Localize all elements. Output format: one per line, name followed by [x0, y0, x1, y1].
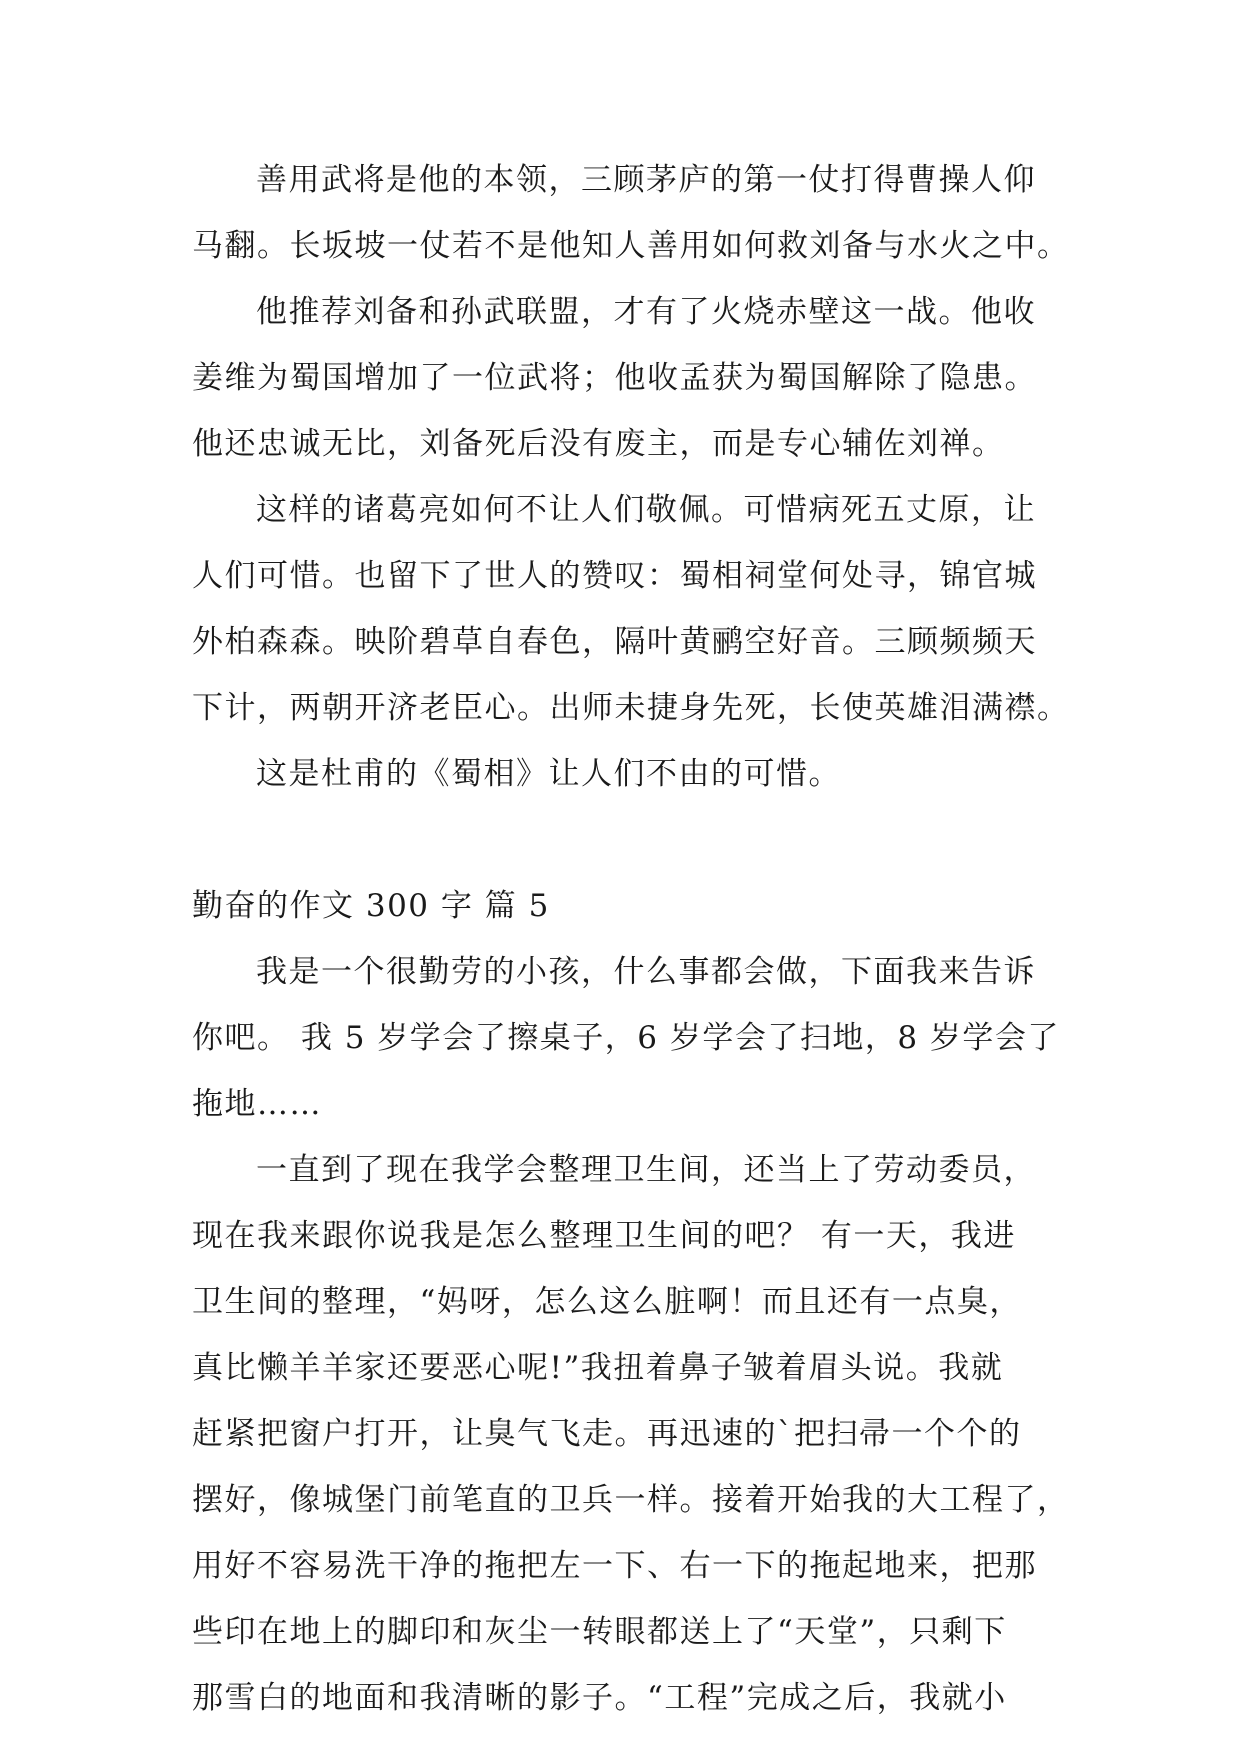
paragraph-3-line-2: 人们可惜。也留下了世人的赞叹：蜀相祠堂何处寻，锦官城 [192, 558, 1037, 594]
section-heading: 勤奋的作文 300 字 篇 5 [192, 888, 550, 924]
paragraph-6-line-8: 些印在地上的脚印和灰尘一转眼都送上了“天堂”，只剩下 [192, 1614, 1007, 1650]
paragraph-6-line-4: 真比懒羊羊家还要恶心呢!”我扭着鼻子皱着眉头说。我就 [192, 1350, 1004, 1386]
paragraph-5-line-1: 我是一个很勤劳的小孩，什么事都会做，下面我来告诉 [256, 954, 1036, 990]
paragraph-6-line-2: 现在我来跟你说我是怎么整理卫生间的吧？ 有一天，我进 [192, 1218, 1016, 1254]
paragraph-3-line-3: 外柏森森。映阶碧草自春色，隔叶黄鹂空好音。三顾频频天 [192, 624, 1037, 660]
paragraph-6-line-6: 摆好，像城堡门前笔直的卫兵一样。接着开始我的大工程了， [192, 1482, 1070, 1518]
paragraph-6-line-9: 那雪白的地面和我清晰的影子。“工程”完成之后，我就小 [192, 1680, 1007, 1716]
paragraph-3-line-4: 下计，两朝开济老臣心。出师未捷身先死，长使英雄泪满襟。 [192, 690, 1070, 726]
paragraph-2-line-1: 他推荐刘备和孙武联盟，才有了火烧赤壁这一战。他收 [256, 294, 1036, 330]
paragraph-1-line-1: 善用武将是他的本领，三顾茅庐的第一仗打得曹操人仰 [256, 162, 1036, 198]
paragraph-5-line-2: 你吧。 我 5 岁学会了擦桌子，6 岁学会了扫地，8 岁学会了 [192, 1020, 1060, 1056]
paragraph-6-line-1: 一直到了现在我学会整理卫生间，还当上了劳动委员， [256, 1152, 1036, 1188]
paragraph-1-line-2: 马翻。长坂坡一仗若不是他知人善用如何救刘备与水火之中。 [192, 228, 1070, 264]
paragraph-3-line-1: 这样的诸葛亮如何不让人们敬佩。可惜病死五丈原，让 [256, 492, 1036, 528]
paragraph-5-line-3: 拖地…… [192, 1086, 322, 1122]
paragraph-6-line-7: 用好不容易洗干净的拖把左一下、右一下的拖起地来，把那 [192, 1548, 1037, 1584]
paragraph-4-line-1: 这是杜甫的《蜀相》让人们不由的可惜。 [256, 756, 841, 792]
paragraph-6-line-5: 赶紧把窗户打开，让臭气飞走。再迅速的`把扫帚一个个的 [192, 1416, 1022, 1452]
paragraph-6-line-3: 卫生间的整理，“妈呀，怎么这么脏啊！而且还有一点臭， [192, 1284, 1022, 1320]
paragraph-2-line-2: 姜维为蜀国增加了一位武将；他收孟获为蜀国解除了隐患。 [192, 360, 1037, 396]
paragraph-2-line-3: 他还忠诚无比，刘备死后没有废主，而是专心辅佐刘禅。 [192, 426, 1005, 462]
